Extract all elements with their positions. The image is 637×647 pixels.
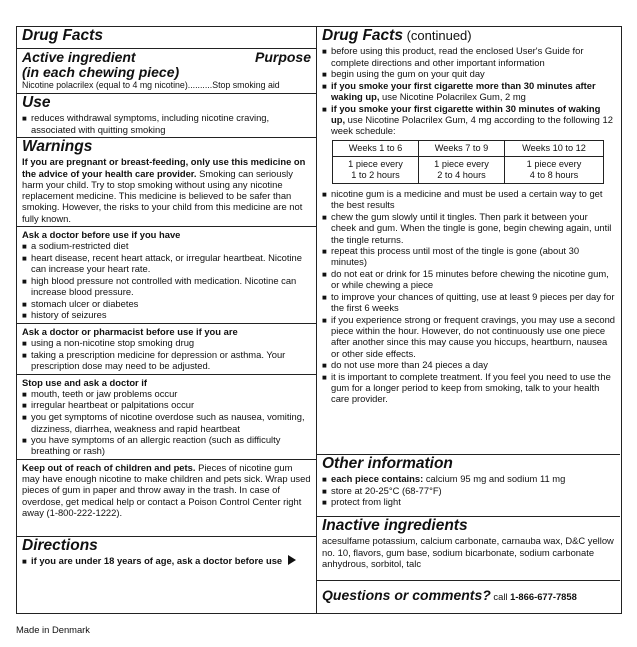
title-section bbox=[17, 27, 316, 49]
ask-pharmacist-heading: Ask a doctor or pharmacist before use if you are bbox=[22, 325, 238, 337]
drug-facts-title: Drug Facts bbox=[22, 27, 103, 44]
table-header: Weeks 1 to 6 bbox=[333, 140, 419, 156]
left-column bbox=[17, 27, 317, 613]
right-column bbox=[317, 27, 620, 613]
continue-arrow-icon bbox=[288, 555, 296, 565]
pregnancy-warning: If you are pregnant or breast-feeding, only use this medicine on the advice of your health care provider. Smoking can seriously harm your child. Try to stop smoking without using any nicotine replacement medicine. This medicine is believed to be safer than smoking. However, the risks to your child from this medicine are not fully known. bbox=[22, 156, 306, 224]
list-item: ■ each piece contains: calcium 95 mg and sodium 11 mg bbox=[322, 473, 615, 485]
continued-section bbox=[317, 27, 620, 455]
phone-number: 1-866-677-7858 bbox=[510, 591, 577, 602]
list-item: ■ do not eat or drink for 15 minutes before chewing the nicotine gum, or while chewing a piece bbox=[322, 268, 615, 291]
directions-item: ■ if you are under 18 years of age, ask a doctor before use bbox=[22, 555, 311, 567]
table-cell: 1 piece every 1 to 2 hours bbox=[333, 156, 419, 183]
list-item: ■ repeat this process until most of the tingle is gone (about 30 minutes) bbox=[322, 245, 615, 268]
list-item: ■ if you experience strong or frequent cravings, you may use a second piece within the hour. However, do not continuously use one piece after another since this may cause you hiccups, heartburn, nausea or other side effects. bbox=[322, 314, 615, 359]
list-item: ■ history of seizures bbox=[22, 309, 311, 321]
table-row bbox=[333, 156, 604, 183]
list-item: ■ a sodium-restricted diet bbox=[22, 240, 311, 252]
purpose-heading: Purpose bbox=[254, 49, 311, 65]
continued-label: (continued) bbox=[402, 28, 472, 43]
questions-heading: Questions or comments? bbox=[322, 587, 491, 603]
list-item: ■ mouth, teeth or jaw problems occur bbox=[22, 388, 311, 400]
table-cell: 1 piece every 4 to 8 hours bbox=[505, 156, 604, 183]
active-ingredient-sub: (in each chewing piece) bbox=[22, 63, 180, 80]
stop-use-heading: Stop use and ask a doctor if bbox=[22, 376, 148, 388]
list-item: ■ stomach ulcer or diabetes bbox=[22, 298, 311, 310]
dosing-schedule-table bbox=[332, 140, 604, 184]
table-cell: 1 piece every 2 to 4 hours bbox=[419, 156, 505, 183]
list-item: ■ if you smoke your first cigarette more than 30 minutes after waking up, use Nicotine Polacrilex Gum, 2 mg bbox=[322, 80, 615, 103]
list-item: ■ heart disease, recent heart attack, or irregular heartbeat. Nicotine can increase your heart rate. bbox=[22, 252, 311, 275]
inactive-ingredients-text: acesulfame potassium, calcium carbonate, carnauba wax, D&C yellow no. 10, flavors, gum base, sodium bicarbonate, sodium carbonate anhydrous, sorbitol, talc bbox=[322, 535, 614, 569]
list-item: ■ using a non-nicotine stop smoking drug bbox=[22, 337, 311, 349]
use-heading: Use bbox=[22, 94, 51, 111]
use-item: ■ reduces withdrawal symptoms, including nicotine craving, associated with quitting smoking bbox=[22, 112, 311, 135]
other-information-heading: Other information bbox=[322, 455, 453, 472]
list-item: ■ begin using the gum on your quit day bbox=[322, 68, 615, 80]
directions-heading: Directions bbox=[22, 537, 98, 554]
list-item: ■ store at 20-25°C (68-77°F) bbox=[322, 485, 615, 497]
list-item: ■ irregular heartbeat or palpitations occur bbox=[22, 399, 311, 411]
active-ingredient-heading: Active ingredient bbox=[22, 49, 136, 65]
inactive-ingredients-heading: Inactive ingredients bbox=[322, 517, 468, 534]
list-item: ■ protect from light bbox=[322, 496, 615, 508]
list-item: ■ taking a prescription medicine for depression or asthma. Your prescription dose may need to be adjusted. bbox=[22, 349, 311, 372]
use-section bbox=[17, 94, 316, 138]
questions-section: Questions or comments? call 1-866-677-7858 bbox=[322, 587, 577, 603]
list-item: ■ if you smoke your first cigarette within 30 minutes of waking up, use Nicotine Polacrilex Gum, 4 mg according to the following 12 week schedule: bbox=[322, 103, 615, 137]
inactive-ingredients-section bbox=[317, 517, 620, 581]
ask-doctor-heading: Ask a doctor before use if you have bbox=[22, 228, 181, 240]
warnings-section bbox=[17, 138, 316, 537]
list-item: ■ before using this product, read the enclosed User's Guide for complete directions and other important information bbox=[322, 45, 615, 68]
keep-out-of-reach: Keep out of reach of children and pets. Pieces of nicotine gum may have enough nicotine to make children and pets sick. Wrap used pieces of gum in paper and throw away in the trash. In case of overdose, get medical help or contact a Poison Control Center right away (1-800-222-1222). bbox=[22, 461, 311, 518]
list-item: ■ you have symptoms of an allergic reaction (such as difficulty breathing or rash) bbox=[22, 434, 311, 457]
list-item: ■ you get symptoms of nicotine overdose such as nausea, vomiting, dizziness, diarrhea, weakness and rapid heartbeat bbox=[22, 411, 311, 434]
list-item: ■ it is important to complete treatment. If you feel you need to use the gum for a longer period to keep from smoking, talk to your health care provider. bbox=[322, 371, 615, 405]
list-item: ■ chew the gum slowly until it tingles. Then park it between your cheek and gum. When the tingle is gone, begin chewing again, until the tingle returns. bbox=[322, 211, 615, 245]
directions-section bbox=[17, 537, 316, 611]
drug-facts-panel bbox=[16, 26, 622, 614]
drug-facts-title-continued: Drug Facts bbox=[322, 27, 403, 44]
list-item: ■ to improve your chances of quitting, use at least 9 pieces per day for the first 6 weeks bbox=[322, 291, 615, 314]
list-item: ■ do not use more than 24 pieces a day bbox=[322, 359, 615, 371]
active-ingredient-section bbox=[17, 49, 316, 94]
made-in-label: Made in Denmark bbox=[16, 624, 90, 635]
table-header: Weeks 7 to 9 bbox=[419, 140, 505, 156]
table-row bbox=[333, 140, 604, 156]
warnings-heading: Warnings bbox=[22, 138, 93, 155]
table-header: Weeks 10 to 12 bbox=[505, 140, 604, 156]
other-information-section bbox=[317, 455, 620, 517]
active-ingredient-line: Nicotine polacrilex (equal to 4 mg nicotine)..........Stop smoking aid bbox=[22, 80, 280, 91]
list-item: ■ nicotine gum is a medicine and must be used a certain way to get the best results bbox=[322, 188, 615, 211]
list-item: ■ high blood pressure not controlled with medication. Nicotine can increase blood pressure. bbox=[22, 275, 311, 298]
